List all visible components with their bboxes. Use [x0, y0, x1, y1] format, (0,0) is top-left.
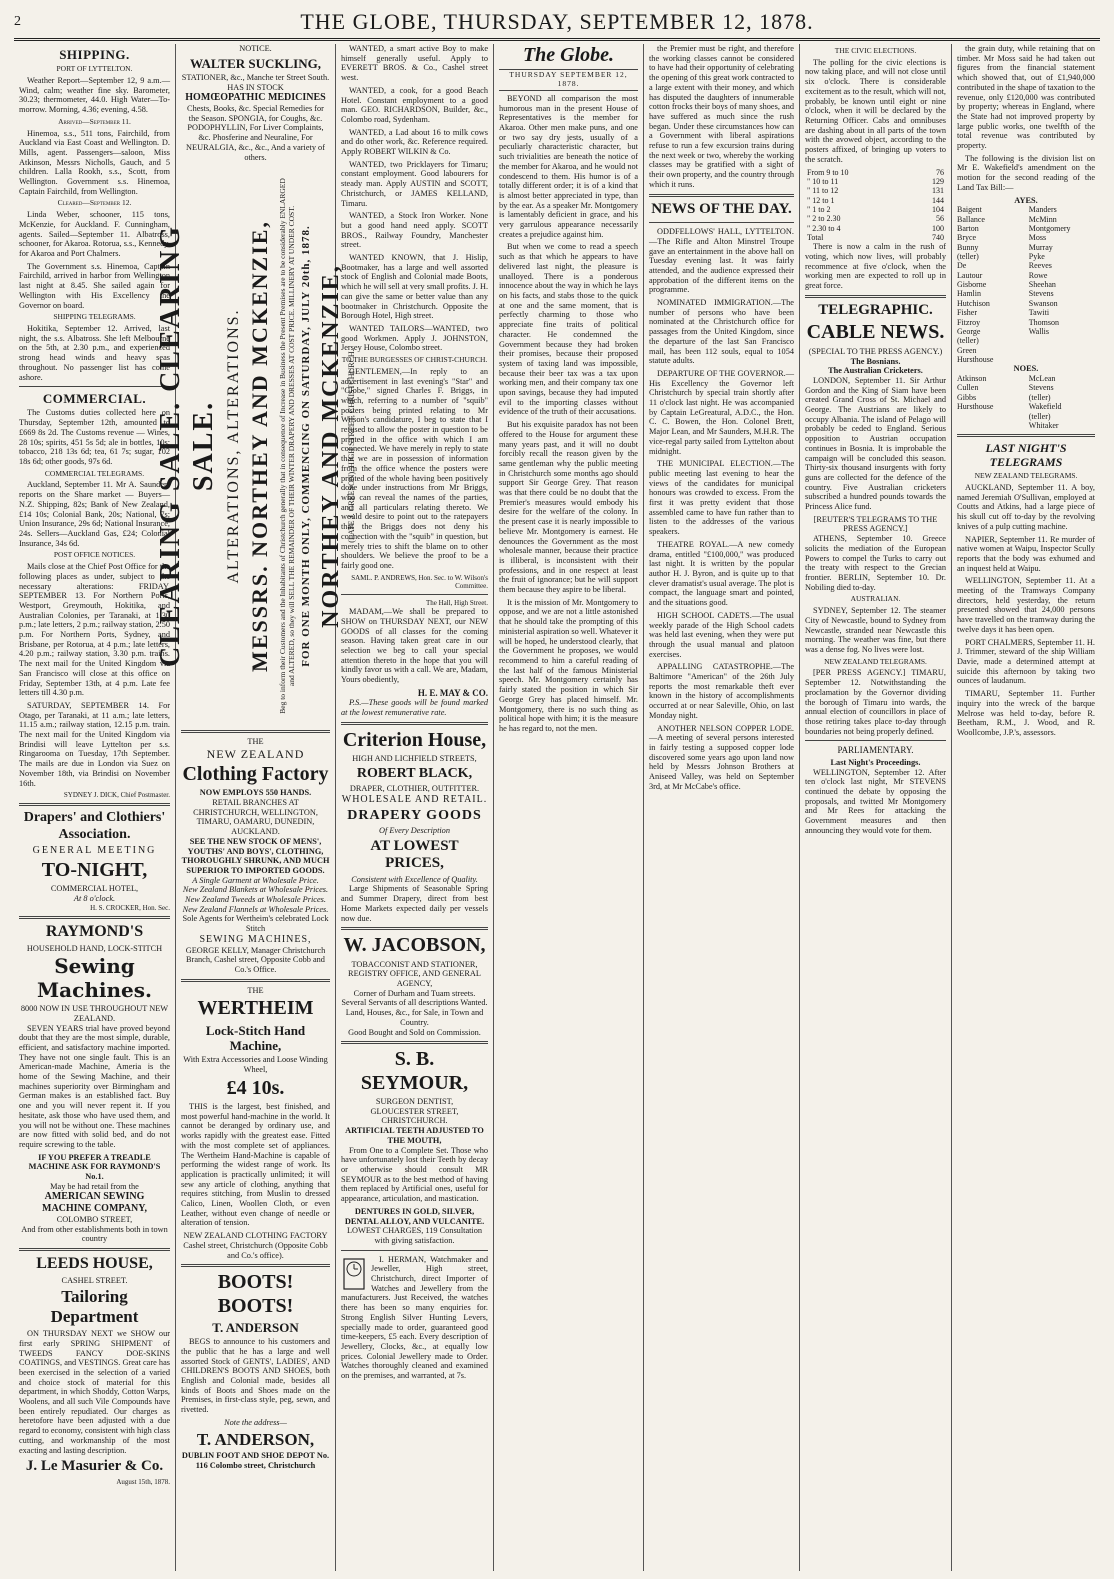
globe-masthead: The Globe. [522, 44, 615, 66]
single-garment: A Single Garment at Wholesale Price. [192, 875, 319, 885]
agents-note: And from other establishments both in town country [21, 1224, 168, 1244]
may-letter: MADAM,—We shall be prepared to SHOW on THURSDAY NEXT, our NEW GOODS of all classes for the coming season. Having taken great care in our selection we beg to call your special attention thereto in the hope that you will kindly favor us with a call. We are, Madam, Yours obediently, [341, 607, 488, 685]
news-item: THE MUNICIPAL ELECTION.—The public meeting last evening to hear the views of the candidates for municipal honours was crowded to excess. From the first it was pretty evident that those assembled came to have fun rather than to listen to the addresses of the various speakers. [649, 459, 794, 537]
may-signature: H. E. MAY & CO. [417, 687, 488, 698]
suckling-name: WALTER SUCKLING, [189, 55, 321, 71]
suckling-sub: STATIONER, &c., Manche ter Street South. [181, 72, 330, 82]
masthead [14, 6, 1100, 41]
editorial-continued: the Premier must be right, and therefore the working classes cannot be considered to have had their opportunity of celebrating the opening of this great work contracted to a large extent with their money, and which has disputed the daughters of innumerable cotton frocks their boys of many shoes, and have suffered as much since the rush began. Under these circumstances how can a Government with liberal aspirations refuse to run a few excursion trains during the next week or two, whereby the working classes may be gratified with a sight of their own property, and the country through which it runs. [649, 44, 794, 189]
column-2 [154, 44, 357, 1571]
commercial-telegram: Auckland, September 11. Mr A. Saunders reports on the Share market — Buyers—N.Z. Shipping, 82s; Bank of New Zealand, £14 10s; Colonial Bank, 20s; National, 7s; Union Insurance, 29s 6d; National Insurance, 24s. Sellers—Auckland Gas, £24; Colonial Insurance, 34s 6d. [19, 480, 170, 548]
wanted-ad: WANTED KNOWN, that J. Hislip, Bootmaker, has a large and well assorted stock of English and Colonial made Boots, which he will sell at very small profits. J. H. can give the same or better value than any bootmaker in Christchurch. Opposite the Borough Hotel, High street. [341, 253, 489, 321]
telegram-item: AUCKLAND, September 11. A boy, named Jeremiah O'Sullivan, employed at Coutts and Atkins, had a large piece of his skull cut off to-day by the revolving knives of a pulp cutting machine. [957, 483, 1095, 531]
note-address: Note the address— [224, 1417, 287, 1427]
divider [19, 386, 170, 387]
new-stock-label: SEE THE NEW STOCK OF MENS', YOUTHS' AND BOYS', CLOTHING, THOROUGHLY SHRUNK, AND MUCH SUPERIOR TO IMPORTED GOODS. [181, 836, 330, 875]
tailoring-heading: Tailoring Department [50, 1287, 139, 1327]
reuter-label: [REUTER'S TELEGRAMS TO THE PRESS AGENCY.] [813, 514, 938, 534]
dentures-label: DENTURES IN GOLD, SILVER, DENTAL ALLOY, AND VULCANITE. [344, 1206, 485, 1226]
editorial-paragraph: It is the mission of Mr. Montgomery to oppose, and we are not a little astonished that he should take the prompting of this ministerial aspiration so well. Whatever it will be hoped, he understood clearly, that the Government he proposes, we would recommend to him a careful reading of the last half of the famous Ministerial speech. Mr. Montgomery certainly has fairly stated the position in which Sir George Grey has placed himself. Mr. Montgomery, there is no such thing as political hope with him; it is the measure he has regard to, not the men. [499, 597, 639, 733]
total-row: Total 740 [807, 233, 944, 243]
divider [649, 194, 794, 197]
editorial-paragraph: But his exquisite paradox has not been offered to the House for argument these many years past, and it will no doubt forcibly recall the reason given by the same gentleman why the public meeting in Christchurch some months ago should support Sir George Grey. That reason was that there could be no doubt that the Premier's measures would embody his desire for the welfare of the colony. In the present case it is nearly impossible to believe Mr. Montgomery is earnest. He denounces the Government as the most wholesale manner, because their practice is illiberal, is inconsistent with their professions, and in one respect at least the fruit of ignorance; but he will support them because they aspire to be liberal. [499, 420, 638, 595]
anderson-name-2: T. ANDERSON, [196, 1429, 315, 1449]
jacobson-address: Corner of Durham and Tuam streets. [353, 988, 476, 998]
telegraphic-heading: TELEGRAPHIC. [818, 301, 933, 318]
extras-label: With Extra Accessories and Loose Winding Wheel, [183, 1055, 328, 1074]
black-trade: DRAPER, CLOTHIER, OUTFITTER. [349, 784, 480, 794]
table-row: " 11 to 12 131 [807, 186, 944, 196]
treadle-note: IF YOU PREFER A TREADLE MACHINE ASK FOR RAYMOND'S No.1. [28, 1152, 161, 1182]
anderson-name: T. ANDERSON [212, 1320, 299, 1336]
seymour-address: GLOUCESTER STREET, CHRISTCHURCH. [370, 1106, 459, 1126]
telegram-item: WELLINGTON, September 11. At a meeting of the Tramways Company directors, held yesterday, the return presented showed that 24,000 persons have travelled on the tramway during the twelve days it has been open. [957, 576, 1095, 634]
boots-heading: BOOTS! BOOTS! [217, 1271, 294, 1317]
sole-agents: Sole Agents for Wertheim's celebrated Lock Stitch [182, 914, 329, 934]
newspaper-columns [14, 44, 1100, 1571]
servants-note: Several Servants of all descriptions Wanted. [341, 998, 488, 1008]
teeth-text: From One to a Complete Set. Those who have unfortunately lost their Teeth by decay or otherwise should consult MR SEYMOUR as to the best method of having them replaced by Artificial ones, useful for appearance, articulation, and mastication. [341, 1145, 488, 1204]
page-title: THE GLOBE, THURSDAY, SEPTEMBER 12, 1878. [300, 9, 814, 34]
news-heading: NEWS OF THE DAY. [651, 200, 792, 217]
wholesale-label: WHOLESALE AND RETAIL. [341, 793, 488, 805]
wertheim-heading: WERTHEIM [197, 997, 314, 1020]
commercial-telegrams-heading: COMMERCIAL TELEGRAMS. [44, 468, 145, 478]
land-note: Land, Houses, &c., for Sale, in Town and Country. [345, 1008, 484, 1027]
parliamentary-text: WELLINGTON, September 12. After ten o'clock last night, Mr STEVENS continued the debate by opposing the proposals, and twitted Mr Montgomery and Mr Rees for attacking the Government measures and then announcing they would vote for them. [805, 767, 946, 835]
divider [19, 803, 170, 806]
retail-note: May be had retail from the [50, 1181, 139, 1191]
clearing-sale-dates: FOR ONE MONTH ONLY, COMMENCING ON SATURDAY, JULY 20th, 1878. [300, 225, 313, 667]
table-row: From 9 to 10 76 [807, 167, 944, 177]
ayes-left: Baigent Ballance Barton Bryce Bunny (teller) De Lautour Gisborne Hamlin Hutchison Fisher Fitzroy George (teller) Green Hursthouse [957, 205, 994, 364]
news-item: ODDFELLOWS' HALL, LYTTELTON.—The Rifle and Alton Minstrel Troupe gave an entertainment in the above hall on Tuesday evening last. It was fairly attended, and the audience expressed their approbation of the different items on the programme. [649, 227, 794, 295]
shipments-note: Large Shipments of Seasonable Spring and Summer Drapery, direct from best Home Markets expected daily per vessels now due. [341, 884, 488, 923]
shipping-heading: SHIPPING. [59, 47, 130, 62]
clearing-sale-advert [154, 166, 357, 726]
page-number: 2 [14, 14, 21, 29]
american-company: AMERICAN SEWING MACHINE COMPANY, [42, 1191, 147, 1215]
employs-label: NOW EMPLOYS 550 HANDS. [199, 788, 312, 798]
noes-left: Atkinson Cullen Gibbs Hursthouse [957, 374, 994, 412]
polling-table [805, 168, 946, 243]
charges-label: LOWEST CHARGES, 119 Consultation with giving satisfaction. [346, 1226, 483, 1245]
dublin-depot: DUBLIN FOOT AND SHOE DEPOT No. 116 Colombo street, Christchurch [181, 1451, 330, 1471]
cleared-heading: Cleared—September 12. [57, 198, 132, 208]
nz-telegrams-heading-2: NEW ZEALAND TELEGRAMS. [974, 471, 1078, 481]
divider [19, 1248, 170, 1251]
wertheim-price: £4 10s. [226, 1076, 285, 1099]
may-postscript: P.S.—These goods will be found marked at the lowest remunerative rate. [341, 698, 488, 718]
criterion-address: HIGH AND LICHFIELD STREETS, [352, 754, 477, 764]
alterations-heading: ALTERATIONS, ALTERATIONS. [224, 308, 242, 584]
bosnians-heading: The Bosnians. [850, 356, 901, 366]
northey-signature: NORTHEY AND MCKENZIE, [317, 264, 344, 629]
wertheim-text: THIS is the largest, best finished, and most powerful hand-machine in the world. It cannot be deranged by ordinary use, and works rapidly with the greatest ease. Fitted with the most complete set of appliances. The Wertheim Hand-Machine is capable of performing the widest range of work. Its application is practically unlimited; it will sew any article of clothing, anything that requires stitching, from Muslin to dressed Calico, Linen, Woollen Cloth, or even Leather, without even change of needle or alteration of tension. [181, 1101, 330, 1228]
news-item: APPALLING CATASTROPHE.—The Baltimore "American" of the 26th July reports the most remarkable theft ever known in the history of accomplishments occurred at or near Saleville, Ohio, on last Monday night. [649, 662, 794, 720]
parliamentary-continued: the grain duty, while retaining that on timber. Mr Moss said he had taken out figures from the financial statement which showed that, out of £1,940,000 contributed in the shape of taxation to the revenue, only £120,000 was contributed by property; whereas in England, where the State had not improved property by large public works, one twelfth of the total revenue was contributed by property. [957, 44, 1096, 151]
quality-note: Consistent with Excellence of Quality. [351, 874, 478, 884]
instock-label: HAS IN STOCK [227, 82, 284, 92]
division-intro: The following is the division list on Mr E. Wakefield's amendment on the motion for the second reading of the Land Tax Bill:— [957, 153, 1095, 192]
cricketers-heading: The Australian Cricketers. [828, 366, 923, 376]
burgesses-letter: GENTLEMEN,—In reply to an advertisement in last evening's "Star" and "Globe," signed Charles F. Briggs, in which, referring to a number of "squib" posters being printed relating to Mr Wilson's candidature, I beg to state that I refused to allow the poster in question to be printed in the office with which I am connected. We have merely in reply to state that we are in possession of information from the office whence the posters were printed of the whole having been positively done under instructions from Mr Briggs, who can reveal the names of the parties, and all particulars relating thereto. We would desire to point out to the ratepayers that the Briggs does not deny his connection with the "squib" in question, but merely tries to shift the blame on to other shoulders. We believe the proof to be a fairly good one. [341, 366, 488, 570]
column-3 [336, 44, 494, 1571]
nz-label: NEW ZEALAND [206, 746, 305, 761]
weather-report: Weather Report—September 12, 9 a.m.—Wind, calm; weather fine sky. Barometer, 30.23; thermometer, 44.0. High Water—To-morrow. Morning, 4.36; evening, 4.58. [19, 75, 170, 115]
le-masurier-date: August 15th, 1878. [116, 1477, 170, 1486]
table-row: " 1 to 2 104 [807, 204, 944, 214]
port-heading: PORT OF LYTTELTON. [56, 64, 133, 74]
clearing-sale-text: Beg to inform their Customers and the Inhabitants of Christchurch generally that in consequence of Increase in Business the Present Premises are to be considerably ENLARGED and ALTERED, so they will SELL THE REMAINDER OF THEIR WINTER DRAPERY AND DRESSES AT COST PRICE. MILLINERY AT UNDER COST. [277, 178, 296, 714]
raymond-sub: HOUSEHOLD HAND, LOCK-STITCH [26, 943, 163, 953]
cable-text: LONDON, September 11. Sir Arthur Gordon and the King of Siam have been created Grand Cross of St. Michael and George. The Austrians are likely to occupy Albania. The island of Pelago will probably be ceded to England. Serious opposition to Austrian occupation continues in Bosnia. It is improbable the campaign will be concluded this season. Thirty-six thousand insurgents with forty guns are collected for the defence of the country. Five Australian cricketers subscribed a hundred pounds towards the Princess Alice fund. [805, 375, 946, 512]
drapers-heading: Drapers' and Clothiers' Association. [23, 810, 166, 842]
postmaster: SYDNEY J. DICK, Chief Postmaster. [63, 791, 170, 800]
criterion-heading: Criterion House, [342, 728, 487, 751]
burgesses-heading: TO THE BURGESSES OF CHRIST-CHURCH. [341, 355, 488, 365]
homoeopathic-label: HOMŒOPATHIC MEDICINES [185, 92, 326, 104]
sewing-machines-heading: Sewing Machines. [37, 954, 152, 1002]
raymond-heading: RAYMOND'S [45, 922, 144, 940]
editorial-paragraph: But when we come to read a speech such as that which he appears to have delivered last night, the pleasure is unalloyed. There is a ponderous innocence about the way in which he lays on his facts, and stabs those to the quick at one and the same moment, that is perfectly charming to those who appreciate fine traits of political character. He condemned the Government because they had broken their promises, because their proposed system of taxing land was impossible, because their beer tax was a tax upon working men, and their company tax one upon savings, because they had imputed evil to the importing classes without evidence of the truth of their accusations. [499, 242, 638, 417]
ayes-heading: AYES. [1014, 195, 1038, 205]
meeting-label: GENERAL MEETING [32, 845, 157, 857]
george-kelly: GEORGE KELLY, Manager Christchurch Branch, Cashel street, Opposite Cobb and Co.'s Office. [185, 945, 326, 974]
sailed-text: Linda Weber, schooner, 115 tons, McKenzie, for Auckland. F. Cunningham, agents. Sailed—September 11. Albatross, schooner, for Akaroa. Rotorua, s.s., Kennedy, for Akaroa and Port Chalmers. [19, 210, 170, 259]
news-item: ANOTHER NELSON COPPER LODE.—A meeting of several persons interested in fairly testing a supposed copper lode discovered some years ago upon land now held by Messrs Johnson Brothers at Aniseed Valley, was held on September 3rd, at Mr McCabe's office. [649, 723, 794, 791]
calm-note: There is now a calm in the rush of voting, which now lives, will probably recommence at five o'clock, when the working men are expected to roll up in great force. [805, 242, 946, 291]
divider [957, 434, 1095, 437]
australian-heading: AUSTRALIAN. [850, 594, 901, 604]
time-label: At 8 o'clock. [73, 894, 116, 904]
le-masurier: J. Le Masurier & Co. [25, 1458, 164, 1475]
nz-telegrams-text: [PER PRESS AGENCY.] TIMARU, September 12. Notwithstanding the proclamation by the Governor dividing the borough of Timaru into wards, the annual election of councillors in place of those retiring takes place to-day through boundaries not being properly defined. [805, 668, 946, 736]
wanted-ad: WANTED TAILORS—WANTED, two good Workmen. Apply J. JOHNSTON, Jersey House, Colombo street. [341, 323, 488, 353]
divider [341, 594, 488, 595]
column-6 [800, 44, 952, 1571]
lock-stitch-heading: Lock-Stitch Hand Machine, [205, 1022, 306, 1053]
table-row: " 12 to 1 144 [807, 195, 944, 205]
suckling-items: Chests, Books, &c. Special Remedies for the Season. SPONGIA, for Coughs, &c. PODOPHYLLIN, For Liver Complaints, &c. Phosferine and Neuraline, For NEURALGIA, &c., &c., And a variety of others. [186, 104, 325, 162]
last-night-telegrams-heading: LAST NIGHT'S TELEGRAMS [985, 441, 1067, 470]
column-5 [644, 44, 800, 1571]
leeds-house: LEEDS HOUSE, [36, 1254, 153, 1272]
table-row: " 2.30 to 4 100 [807, 223, 944, 233]
wanted-ad: WANTED, a smart active Boy to make himself generally useful. Apply to EVERETT BROS. & Co., Cashel street west. [341, 44, 488, 83]
editorial-paragraph: BEYOND all comparison the most humorous man in the present House of Representatives is the member for Akaroa. Other men make puns, and one or two say dry jests, usually of a peculiarly characteristic character, but such trivialities are beneath the notice of the member for Akaroa, and he would not condescend to them. His humor is of a totally different order; it is of a kind that is almost better appreciated in type, than by the ear. As a speaker Mr. Montgomery is lamentably deficient in grace, and his very garrulous appearance necessarily creates a prejudice against him. [499, 93, 638, 239]
nz-factory: NEW ZEALAND CLOTHING FACTORY [183, 1231, 328, 1241]
clothing-factory-heading: Clothing Factory [182, 762, 329, 785]
northey-address: (LATE J. GREESON), HIGH STREET, CHRISTCHURCH. [347, 349, 357, 543]
divider [341, 1041, 488, 1044]
noes-right: McLean Stevens (teller) Wakefield (teller) Whitaker [1028, 374, 1062, 430]
divider [805, 295, 946, 298]
arrived-heading: Arrived—September 11. [58, 116, 131, 126]
telegram-item: NAPIER, September 11. Re murder of native women at Waipu, Inspector Scully reports that the body was exhumed and an inquest held at Waipu. [957, 534, 1095, 573]
column-4 [494, 44, 644, 1571]
last-night-heading: Last Night's Proceedings. [830, 757, 921, 767]
tonight-label: TO-NIGHT, [41, 858, 148, 881]
secretary: H. S. CROCKER, Hon. Sec. [90, 903, 170, 912]
nz-factory-address: Cashel street, Christchurch (Opposite Cobb and Co.'s office). [183, 1240, 328, 1260]
divider [181, 979, 330, 982]
sewing-machines-label: SEWING MACHINES, [199, 933, 312, 945]
australian-text: SYDNEY, September 12. The steamer City of Newcastle, bound to Sydney from Newcastle, stranded near Newcastle this morning. The weather was fine, but there was a dense fog. No lives were lost. [805, 606, 946, 654]
black-name: ROBERT BLACK, [356, 765, 473, 781]
ayes-list [957, 205, 1095, 364]
anderson-text: BEGS to announce to his customers and the public that he has a large and well assorted Stock of GENTS', LADIES', AND CHILDREN'S BOOTS AND SHOES, both English and Colonial made, besides all kinds of Boots and Shoes made on the Premises, in first-class style, peg, sewn, and rivetted. [181, 1337, 330, 1415]
news-item: NOMINATED IMMIGRATION.—The number of persons who have been nominated at the Christchurch office for passages from the United Kingdom, since the departure of the last San Francisco mail, has been 112 souls, equal to 1054 statute adults. [649, 298, 794, 366]
divider [649, 222, 794, 223]
civic-elections-heading: THE CIVIC ELECTIONS. [834, 46, 917, 55]
news-item: THEATRE ROYAL.—A new comedy drama, entitled "£100,000," was produced last night. It is written by the popular author H. J. Byron, and is quite up to that clever dramatist's usual average. The plot is compact, the language smart and pointed, and the situations good. [649, 539, 794, 608]
nz-the: THE [247, 737, 264, 747]
divider [181, 1264, 330, 1267]
noes-list [957, 374, 1095, 430]
wanted-ad: WANTED, a Stock Iron Worker. None but a good hand need apply. SCOTT BROS., Railway Foundry, Manchester street. [341, 211, 488, 250]
divider [341, 927, 488, 930]
reuter-text: ATHENS, September 10. Greece solicits the mediation of the European Powers to compel the Turks to carry out the treaty with respect to the Grecian frontier. BERLIN, September 10. Dr. Nobiling died to-day. [805, 534, 946, 592]
civic-elections-text: The polling for the civic elections is now taking place, and will not close until six o'clock. There is considerable excitement as to the result, which will not, probably, be known until eight or nine o'clock, when it will be declared by the Returning Officer. Cabs and omnibuses are dashing about in all parts of the town with the avowed object, according to the posters affixed, of bringing up voters to the scratch. [805, 57, 946, 164]
commission-note: Good Bought and Sold on Commission. [348, 1027, 481, 1037]
northey-heading: MESSRS. NORTHEY AND MCKENZIE, [246, 220, 272, 673]
commercial-heading: COMMERCIAL. [42, 391, 147, 407]
arrived-text: Hinemoa, s.s., 511 tons, Fairchild, from Auckland via East Coast and Wellington. D. Mills, agent. Passengers—saloon, Miss Atkinson, Messrs Nicholls, Gauch, and 5 children. Lalla Rookh, s.s., Scott, from Wellington. Government s.s. Hinemoa, Captain Fairchild, from Wellington. [19, 128, 170, 196]
noes-heading: NOES. [1013, 364, 1039, 374]
column-1 [14, 44, 176, 1571]
teeth-heading: ARTIFICIAL TEETH ADJUSTED TO THE MOUTH, [345, 1126, 484, 1145]
post-office-heading: POST OFFICE NOTICES. [53, 550, 136, 560]
divider [19, 916, 170, 919]
notice-label: NOTICE. [239, 44, 272, 53]
shipping-telegram: Hokitika, September 12. Arrived, last night, the s.s. Albatross. She left Melbourne on the 5th, at 2.30 p.m., and experienced strong head winds and heavy seas throughout. No passenger list has come ashore. [19, 324, 170, 382]
divider [341, 722, 488, 725]
in-use-label: 8000 NOW IN USE THROUGHOUT NEW ZEALAND. [20, 1004, 169, 1023]
lowest-prices: AT LOWEST PRICES, [370, 837, 459, 872]
raymond-text: SEVEN YEARS trial have proved beyond doubt that they are the most simple, durable, efficient, and satisfactory machine imported. They have not one single fault. This is an American-made Machine, Ameria is the home of the Sewing Machine, and their machines superiority over Birmingham and German makes is an established fact. Buy one and you will never repent it. If you hesitate, ask those who have used them, and you will not be without one. These machines are now fitted with solid bed, and do not require screwing to the table. [19, 1023, 170, 1149]
wanted-ad: WANTED, two Pricklayers for Timaru; constant employment. Good labourers for steady man. Apply AUSTIN and SCOTT, Christchurch, or JAMES KELLAND, Timaru. [341, 159, 488, 208]
expected-text: The Government s.s. Hinemoa, Captain Fairchild, arrived in harbor from Wellington last night at 8.45. She sailed again for Wellington with His Excellency the Governor on board. [19, 261, 170, 310]
tailoring-text: ON THURSDAY NEXT we SHOW our first early SPRING SHIPMENT of TWEEDS FANCY DOE-SKINS COATINGS, and VESTINGS. Great care has been exercised in the selection of a varied and choice stock of material for this department, in which Shoddy, Cotton Warps, Woolens, and all such Vile Compounds have been entirely repudiated. Our charges as heretofore have been adjusted with a due regard to economy, consistent with high class cutting, and workmanship of the most exacting and lasting description. [19, 1329, 170, 1455]
every-description: Of Every Description [379, 825, 450, 835]
blankets-tweeds: New Zealand Blankets at Wholesale Prices. New Zealand Tweeds at Wholesale Prices. New Zealand Flannels at Wholesale Prices. [182, 885, 329, 914]
news-item: DEPARTURE OF THE GOVERNOR.—His Excellency the Governor left Christchurch by special train shortly after 11 o'clock last night. He was accompanied by Captain LeGreatural, A.D.C., the Hon. C. C. Bowen, the Hon. Colonel Brett, Major Lean, and Mr Saunders, M.H.R. The vice-regal party sailed from Lyttelton about midnight. [649, 368, 794, 456]
branches-label: RETAIL BRANCHES AT CHRISTCHURCH, WELLINGTON, TIMARU, OAMARU, DUNEDIN, AUCKLAND. [193, 798, 318, 837]
divider [341, 1250, 488, 1251]
herman-advert: I. HERMAN, Watchmaker and Jeweller, High street, Christchurch, direct Importer of Watches and Jewellery from the manufacturers. Just Received, the watches there has been so many enquiries for. Strong English Silver Hunting Levers, specially made to order, guaranteed good time-keepers, £5 each. Every description of Jewellery, Clocks, &c., at equally low prices. Colonial Jewellery made to Order. Watches thoroughly cleaned and examined on the premises, and warranted, at 7s. [341, 1254, 488, 1381]
wertheim-the: THE [247, 985, 264, 995]
clock-icon [341, 1257, 367, 1291]
globe-dateline: THURSDAY SEPTEMBER 12, 1878. [499, 69, 638, 91]
clearing-sale-heading: CLEARING SALE. CLEARING SALE. [154, 225, 219, 668]
wanted-ad: WANTED, a Lad about 16 to milk cows and do other work, &c. Reference required. Apply ROBERT WILKIN & Co. [341, 127, 488, 157]
jacobson-name: W. JACOBSON, [343, 934, 486, 957]
shipping-telegrams-heading: SHIPPING TELEGRAMS. [53, 312, 136, 322]
colombo-street: COLOMBO STREET, [56, 1214, 133, 1224]
nz-telegrams-heading: NEW ZEALAND TELEGRAMS. [824, 656, 927, 666]
seymour-trade: SURGEON DENTIST, [375, 1097, 454, 1107]
telegram-item: PORT CHALMERS, September 11. H. J. Trimmer, steward of the ship William Davie, made a determined attempt at suicide this afternoon by taking two ounces of laudanum. [957, 637, 1095, 686]
hotel-label: COMMERCIAL HOTEL, [50, 884, 139, 894]
divider [805, 740, 946, 741]
hall-address: The Hall, High Street. [425, 599, 488, 607]
cable-news-heading: CABLE NEWS. [806, 321, 945, 344]
parliamentary-heading: PARLIAMENTARY. [837, 745, 914, 756]
leeds-street: CASHEL STREET. [61, 1275, 128, 1285]
special-label: (SPECIAL TO THE PRESS AGENCY.) [808, 346, 943, 356]
column-7 [952, 44, 1100, 1571]
post-office-text: Mails close at the Chief Post Office for the following places as under, subject to the necessary alterations: FRIDAY, SEPTEMBER 13. For Northern Ports, Westport, Greymouth, Hokitika, and Australian Colonies, per Taranaki, at 1.30 p.m.; late letters, 2 p.m.; railway station, 2.50 p.m. For Northern Ports, Sydney, and Brisbane, per Rotorua, at 4 p.m.; late letters, 4.20 p.m.; railway station, 3.30 p.m. trains. The next mail for the United Kingdom via San Francisco will close at this office on Friday, September 13th, at 4 p.m. Late fee letters till 4.30 p.m. [19, 562, 170, 698]
saturday-mails: SATURDAY, SEPTEMBER 14. For Otago, per Taranaki, at 11 a.m.; late letters, 11.15 a.m.; railway station, 12.15 p.m. train. The next mail for the United Kingdom via Brindisi will leave Lyttelton per s.s. Ringarooma on Tuesday, 17th September. The mails are due in London via Suez on November 18th, via Brindisi on November 16th. [19, 700, 170, 788]
jacobson-trade: TOBACCONIST AND STATIONER, REGISTRY OFFICE, AND GENERAL AGENCY, [348, 959, 481, 989]
ayes-right: Manders McMinn Montgomery Moss Murray Pyke Reeves Rowe Sheehan Stevens Swanson Tawiti Thomson Wallis [1028, 205, 1071, 336]
drapery-label: DRAPERY GOODS [347, 807, 482, 823]
news-item: HIGH SCHOOL CADETS.—The usual weekly parade of the High School cadets was held last evening, when they were put through the usual manual and platoon exercises. [649, 610, 794, 659]
andrews-signature: SAML. P. ANDREWS, Hon. Sec. to W. Wilson's Committee. [351, 573, 488, 590]
table-row: " 10 to 11 129 [807, 176, 944, 186]
wanted-ad: WANTED, a cook, for a good Beach Hotel. Constant employment to a good man. GEO. RICHARDSON, Builder, &c., Colombo road, Sydenham. [341, 85, 488, 124]
seymour-name: S. B. SEYMOUR, [360, 1048, 469, 1094]
telegram-item: TIMARU, September 11. Further inquiry into the wreck of the barque Melrose was held to-day, before R. Beetham, R.M., J. Wood, and R. Woollcombe, J.P.'s, assessors. [957, 689, 1095, 737]
commercial-text: The Customs duties collected here on Thursday, September 12th, amounted to £669 8s 2d. The Customs revenue — Wines, 28 10s; spirits, 451 5s 5d; ale in bottles, 10s; tobacco, 218 13s 6d; tea, 61 7s; sugar, 102 18s 6d; other goods, 97s 6d. [19, 408, 170, 466]
table-row: " 2 to 2.30 56 [807, 214, 944, 224]
divider [181, 730, 330, 733]
